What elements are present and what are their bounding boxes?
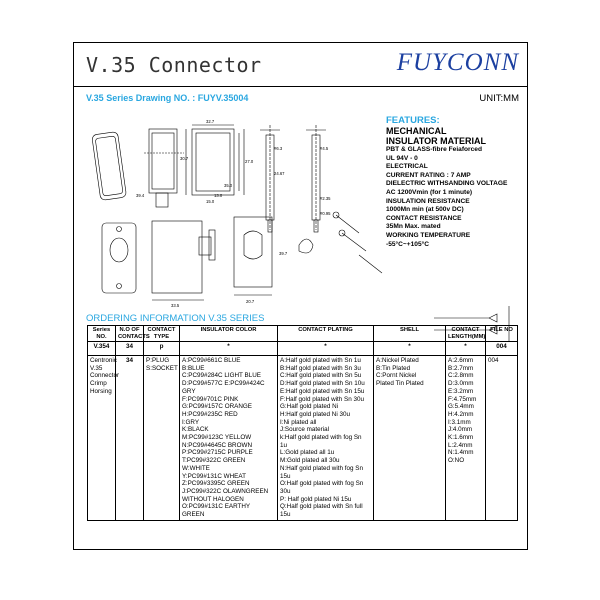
contact-type-cell [144, 356, 180, 521]
contact-plating-cell [278, 356, 374, 521]
technical-drawing [74, 105, 384, 313]
dim-label: 35.0 [224, 183, 233, 188]
list-item: A:PC99#661C BLUE [182, 357, 241, 364]
list-item: J:Source material [280, 426, 329, 434]
list-item: Crimp [90, 380, 107, 388]
list-item: P:PLUG [146, 357, 170, 364]
dim-label: #4.5 [320, 146, 329, 151]
table-cell: * [374, 342, 446, 356]
list-item: C:Half gold plated with Sn 5u [280, 372, 362, 380]
insulator-color-cell [180, 356, 278, 521]
feature-line: -55°C~+105°C [386, 240, 430, 248]
dim-label: 27.0 [245, 159, 254, 164]
list-item: A:Nickel Plated [376, 357, 419, 364]
connector-pin-grid-drawing [186, 125, 244, 195]
list-item: Centronic [90, 357, 117, 364]
list-item: I:GRY [182, 418, 200, 426]
contact-length-cell [446, 356, 486, 521]
pin-detail-drawing [260, 125, 326, 232]
list-item: H:4.2mm [448, 410, 474, 418]
column-header: CONTACT TYPE [144, 326, 180, 342]
list-item: K:BLACK [182, 426, 209, 434]
dim-label: 13.0 [214, 193, 223, 198]
cover-front-drawing [234, 217, 272, 295]
column-header: N.O OF CONTACTS [116, 326, 144, 342]
column-header: SHELL [374, 326, 446, 342]
list-item: F:PC99#701C PINK [182, 395, 239, 403]
page-title: V.35 Connector [86, 53, 262, 77]
feature-line: AC 1200Vmin (for 1 minute) [386, 188, 473, 196]
datasheet [73, 42, 528, 550]
list-item: 30u [280, 487, 291, 495]
feature-line: PBT & GLASS-fibre Feiaforced [386, 146, 482, 153]
list-item: F:4.75mm [448, 395, 477, 403]
feature-line: 35Mn Max. mated [386, 223, 441, 231]
list-item: C:PC99#284C LIGHT BLUE [182, 372, 261, 380]
list-item: P: Half gold plated Ni 15u [280, 495, 352, 503]
list-item: F:Half gold plated with Sn 30u [280, 395, 365, 403]
dim-label: 33.5 [171, 303, 180, 308]
dim-label: 39.4 [136, 193, 145, 198]
table-cell: * [446, 342, 486, 356]
header-divider [74, 86, 527, 87]
table-cell: p [144, 342, 180, 356]
column-header: Series NO. [88, 326, 116, 342]
dim-label: 24.67 [274, 171, 285, 176]
feature-line: DIELECTRIC WITHSANDING VOLTAGE [386, 180, 508, 188]
list-item: L:2.4mm [448, 441, 473, 449]
list-item: W:WHITE [182, 464, 210, 472]
list-item: D:Half gold plated with Sn 10u [280, 380, 365, 388]
list-item: C:2.8mm [448, 372, 474, 380]
list-item: J:PC99#322C OLAWNGREEN [182, 487, 269, 495]
list-item: 15u [280, 511, 291, 519]
list-item: k:Half gold plated with fog Sn [280, 434, 362, 442]
column-header: FILE NO [486, 326, 518, 342]
list-item: M:PC99#123C YELLOW [182, 434, 252, 442]
list-item: Y:PC99#131C WHEAT [182, 472, 246, 480]
list-item: D:3.0mm [448, 380, 474, 388]
list-item: Horsing [90, 387, 112, 395]
list-item: O:PC99#131C EARTHY [182, 503, 251, 511]
list-item: G:PC99#157C ORANGE [182, 403, 252, 411]
feature-line: ELECTRICAL [386, 163, 428, 171]
series-desc-cell [88, 356, 120, 521]
dim-label: 39.7 [279, 251, 288, 256]
list-item: M:Gold plated all 30u [280, 457, 340, 465]
list-item: A:2.6mm [448, 357, 474, 364]
options-row [88, 356, 518, 521]
ordering-heading: ORDERING INFORMATION V.35 SERIES [86, 313, 265, 324]
list-item: N:1.4mm [448, 449, 474, 457]
list-item: B:BLUE [182, 364, 205, 372]
list-item: G:5.4mm [448, 403, 474, 411]
dim-label: #6.3 [274, 146, 283, 151]
list-item: K:1.6mm [448, 434, 474, 442]
list-item: GRY [182, 387, 196, 395]
dim-label: 32.7 [206, 119, 215, 124]
list-item: E:Half gold plated with Sn 15u [280, 387, 365, 395]
list-item: Q:Half gold plated with Sn full [280, 503, 363, 511]
list-item: E:3.2mm [448, 387, 474, 395]
features-heading: FEATURES: [386, 115, 440, 126]
list-item: N:Half gold plated with fog Sn [280, 464, 363, 472]
list-item: N:PC99#4645C BROWN [182, 441, 252, 449]
list-item: Connector [90, 372, 120, 380]
brand-logo-text: FUYCONN [396, 49, 519, 76]
part-code-row [88, 342, 518, 356]
list-item: G:Half gold plated Ni [280, 403, 339, 411]
list-item: H:Half gold plated Ni 30u [280, 410, 351, 418]
list-item: P:PC99#2715C PURPLE [182, 449, 253, 457]
feature-line: 1000Mn min (at 500v DC) [386, 206, 464, 214]
dim-label: #2.35 [320, 196, 331, 201]
feature-line: CURRENT RATING : 7 AMP [386, 171, 471, 179]
screw-drawing [333, 212, 382, 273]
list-item: I:Ni plated all [280, 418, 317, 426]
unit-label: UNIT:MM [479, 93, 519, 104]
feature-big-line: MECHANICAL [386, 126, 447, 136]
list-item: T:PC99#322C GREEN [182, 457, 246, 465]
list-item: C:Pornt Nickel [376, 372, 417, 380]
list-item: 1u [280, 441, 288, 449]
table-cell: * [278, 342, 374, 356]
feature-line: UL 94V - 0 [386, 154, 418, 162]
list-item: GREEN [182, 511, 205, 519]
connector-front-view-drawing [92, 132, 127, 201]
list-item: I:3.1mm [448, 418, 471, 426]
table-cell: V.354 [88, 342, 116, 356]
list-item: 15u [280, 472, 291, 480]
table-cell: * [180, 342, 278, 356]
list-item: L:Gold plated all 1u [280, 449, 335, 457]
contacts-cell: 34 [116, 356, 144, 521]
feature-line: CONTACT RESISTANCE [386, 214, 462, 222]
list-item: B:2.7mm [448, 364, 474, 372]
feature-big-line: INSULATOR MATERIAL [386, 136, 486, 146]
dim-label: 15.0 [206, 199, 215, 204]
file-no-cell: 004 [486, 356, 518, 521]
table-cell: 34 [116, 342, 144, 356]
column-header: INSULATOR COLOR [180, 326, 278, 342]
list-item: WITHOUT HALOGEN [182, 495, 244, 503]
dim-label: 30.7 [180, 156, 189, 161]
list-item: B:Tin Plated [376, 364, 411, 372]
column-header: CONTACT PLATING [278, 326, 374, 342]
cover-side-drawing [152, 221, 215, 300]
feature-line: INSULATION RESISTANCE [386, 197, 470, 205]
list-item: A:Half gold plated with Sn 1u [280, 357, 361, 364]
list-item: O:NO [448, 457, 465, 465]
list-item: O:Half gold plated with fog Sn [280, 480, 364, 488]
list-item: Z:PC99#3395C GREEN [182, 480, 250, 488]
shell-cell [374, 356, 446, 521]
list-item: V.35 [90, 364, 103, 372]
dim-label: #0.95 [320, 211, 331, 216]
column-header: CONTACT LENGTH(MM) [446, 326, 486, 342]
list-item: Plated Tin Plated [376, 380, 424, 388]
connector-side-view-drawing [144, 129, 184, 207]
table-cell: 004 [486, 342, 518, 356]
features-block [386, 116, 528, 249]
flange-drawing [102, 223, 136, 293]
list-item: B:Half gold plated with Sn 3u [280, 364, 361, 372]
list-item: J:4.0mm [448, 426, 473, 434]
list-item: H:PC99#235C RED [182, 410, 238, 418]
table-header-row [88, 326, 518, 342]
dim-label: 20.7 [246, 299, 255, 304]
ordering-table [87, 325, 518, 521]
series-drawing-number: V.35 Series Drawing NO. : FUYV.35004 [86, 93, 249, 103]
list-item: S:SOCKET [146, 364, 178, 372]
list-item: D:PC99#577C E:PC99#424C [182, 380, 265, 388]
latch-drawing [299, 239, 313, 253]
feature-line: WORKING TEMPERATURE [386, 231, 471, 239]
